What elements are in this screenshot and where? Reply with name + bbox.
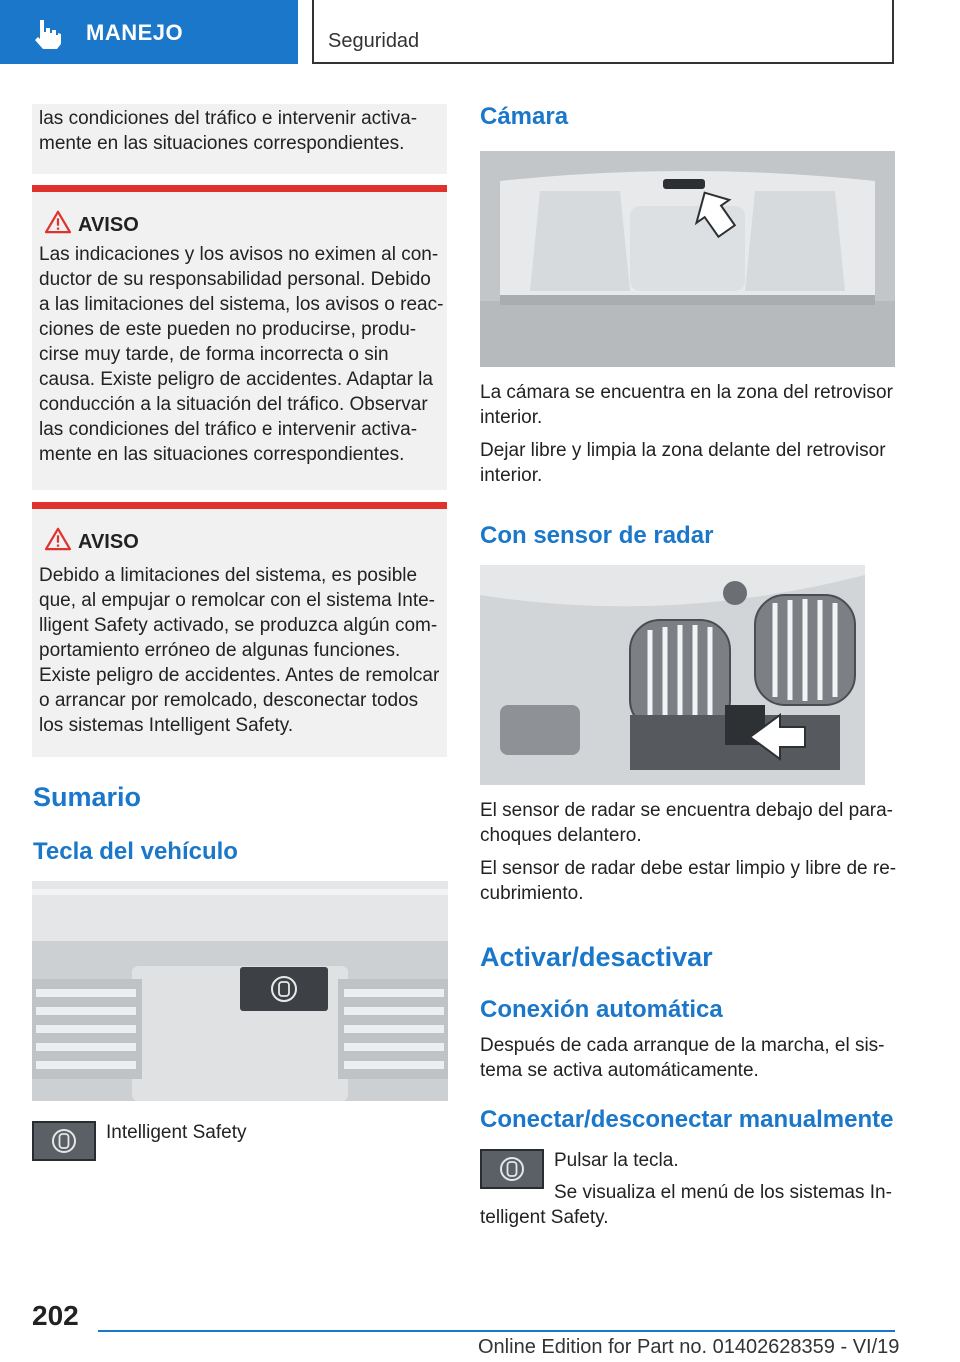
- manual-text-2a: Se visualiza el menú de los sistemas In-: [554, 1182, 892, 1203]
- warning-bar: [32, 185, 447, 192]
- warning-text: [39, 242, 444, 467]
- radar-image: [480, 565, 865, 785]
- warning-text: [39, 563, 444, 738]
- warning-title: AVISO: [78, 531, 139, 553]
- warning-box-1: [32, 192, 447, 490]
- page-title: Seguridad: [328, 30, 420, 52]
- heading-camara: Cámara: [480, 103, 569, 130]
- cont-line-1: las condiciones del tráfico e intervenir activa-: [39, 108, 418, 129]
- continued-text-box: [32, 104, 447, 174]
- warning-bar: [32, 502, 447, 509]
- manual-text-2b: telligent Safety.: [480, 1207, 609, 1228]
- radar-text-1b: choques delantero.: [480, 825, 642, 846]
- conexion-text-1: Después de cada arranque de la marcha, el sis-: [480, 1035, 885, 1056]
- text-line: o arrancar por remolcado, desconectar todos: [39, 690, 419, 711]
- text-line: Las indicaciones y los avisos no eximen al con-: [39, 244, 439, 265]
- camara-text-2a: Dejar libre y limpia la zona delante del retrovisor: [480, 440, 886, 461]
- text-line: los sistemas Intelligent Safety.: [39, 715, 294, 736]
- dashboard-button-image: [32, 881, 448, 1101]
- section-tab[interactable]: [0, 0, 298, 64]
- section-heading-sumario: Sumario: [33, 782, 142, 812]
- subheading-tecla: Tecla del vehículo: [33, 838, 238, 865]
- warning-box-2: [32, 509, 447, 757]
- text-line: las condiciones del tráfico e intervenir activa-: [39, 419, 418, 440]
- text-line: Debido a limitaciones del sistema, es posible: [39, 565, 418, 586]
- warning-title: AVISO: [78, 214, 139, 236]
- radar-text-2b: cubrimiento.: [480, 883, 584, 904]
- conexion-text-2: tema se activa automáticamente.: [480, 1060, 759, 1081]
- text-line: que, al empujar o remolcar con el sistema Inte-: [39, 590, 436, 611]
- camara-text-1a: La cámara se encuentra en la zona del retrovisor: [480, 382, 893, 403]
- radar-text-1a: El sensor de radar se encuentra debajo del para-: [480, 800, 893, 821]
- safety-car-icon: [482, 1151, 542, 1187]
- camera-image: [480, 151, 895, 367]
- page-header: [312, 0, 894, 64]
- manual-text-1: Pulsar la tecla.: [554, 1150, 679, 1171]
- section-heading-activar: Activar/desactivar: [480, 942, 713, 972]
- text-line: Existe peligro de accidentes. Antes de remolcar: [39, 665, 440, 686]
- heading-radar: Con sensor de radar: [480, 522, 714, 549]
- camara-text-2b: interior.: [480, 465, 543, 486]
- text-line: lligent Safety activado, se produzca algún com-: [39, 615, 438, 636]
- footer-edition: Online Edition for Part no. 01402628359 - VI/19: [478, 1336, 900, 1358]
- intelligent-safety-button-icon: [480, 1149, 544, 1189]
- section-label: MANEJO: [86, 20, 184, 45]
- button-caption: Intelligent Safety: [106, 1122, 247, 1143]
- page-number: 202: [32, 1300, 79, 1331]
- radar-text-2a: El sensor de radar debe estar limpio y libre de re-: [480, 858, 897, 879]
- warning-triangle-icon: [44, 210, 72, 234]
- warning-triangle-icon: [44, 527, 72, 551]
- text-line: ductor de su responsabilidad personal. Debido: [39, 269, 431, 290]
- intelligent-safety-button-icon: [32, 1121, 96, 1161]
- text-line: ciones de este pueden no producirse, produ-: [39, 319, 417, 340]
- hand-pointer-icon: [30, 16, 64, 50]
- dashboard-illustration: [32, 881, 448, 1101]
- subheading-manual: Conectar/desconectar manualmente: [480, 1106, 894, 1133]
- text-line: mente en las situaciones correspondientes.: [39, 444, 405, 465]
- text-line: a las limitaciones del sistema, los avisos o reac-: [39, 294, 444, 315]
- text-line: cirse muy tarde, de forma incorrecta o sin: [39, 344, 389, 365]
- cont-line-2: mente en las situaciones correspondientes.: [39, 133, 405, 154]
- text-line: causa. Existe peligro de accidentes. Adaptar la: [39, 369, 433, 390]
- rear-window-illustration: [480, 151, 895, 367]
- subheading-conexion: Conexión automática: [480, 996, 723, 1023]
- car-front-illustration: [480, 565, 865, 785]
- safety-car-icon: [34, 1123, 94, 1159]
- text-line: portamiento erróneo de algunas funciones.: [39, 640, 401, 661]
- text-line: conducción a la situación del tráfico. Observar: [39, 394, 428, 415]
- camara-text-1b: interior.: [480, 407, 543, 428]
- footer-rule: [98, 1330, 895, 1332]
